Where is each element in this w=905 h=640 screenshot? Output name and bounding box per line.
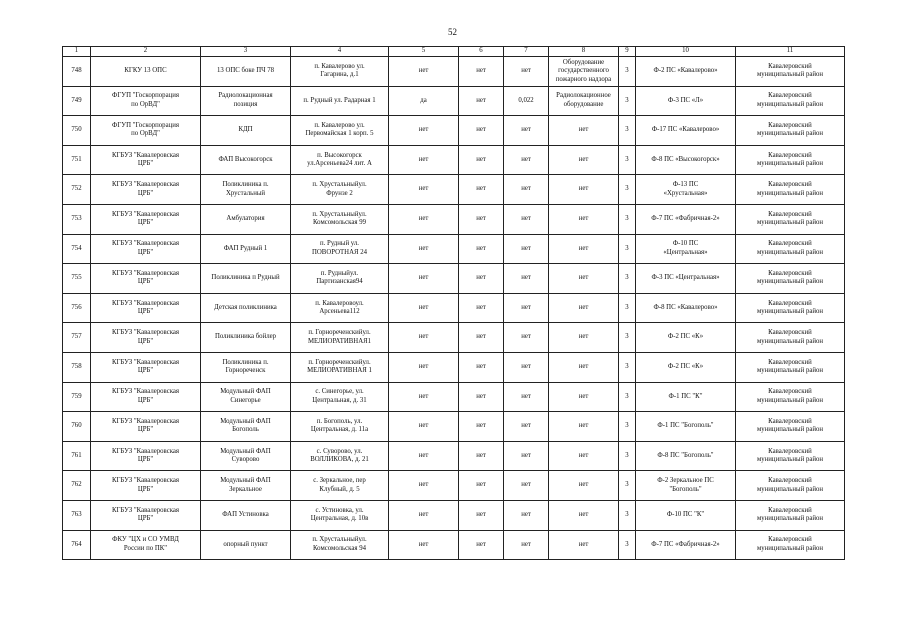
address-cell: с. Устиновка, ул. Центральная, д. 10в <box>291 500 389 530</box>
feeder-cell: Ф-7 ПС «Фабричная-2» <box>636 530 736 560</box>
feeder-cell: Ф-3 ПС «Л» <box>636 86 736 116</box>
feeder-cell: Ф-8 ПС «Кавалерово» <box>636 293 736 323</box>
organization-cell: КГБУЗ "Кавалеровская ЦРБ" <box>91 441 201 471</box>
row-number-cell: 760 <box>63 412 91 442</box>
district-cell: Кавалеровский муниципальный район <box>736 293 845 323</box>
col6-cell: нет <box>459 323 504 353</box>
row-number-cell: 764 <box>63 530 91 560</box>
col7-cell: нет <box>504 145 549 175</box>
organization-cell: КГБУЗ "Кавалеровская ЦРБ" <box>91 352 201 382</box>
col5-cell: нет <box>389 471 459 501</box>
col5-cell: нет <box>389 234 459 264</box>
col5-cell: нет <box>389 382 459 412</box>
category-cell: 3 <box>619 145 636 175</box>
col7-cell: нет <box>504 293 549 323</box>
col5-cell: нет <box>389 293 459 323</box>
organization-cell: КГБУЗ "Кавалеровская ЦРБ" <box>91 234 201 264</box>
object-name-cell: Поликлиника п Рудный <box>201 264 291 294</box>
table-row <box>63 234 845 264</box>
col5-cell: нет <box>389 264 459 294</box>
address-cell: п. Рудный ул. ПОВОРОТНАЯ 24 <box>291 234 389 264</box>
header-cell: 1 <box>63 47 91 57</box>
row-number-cell: 749 <box>63 86 91 116</box>
row-number-cell: 750 <box>63 116 91 146</box>
header-cell: 10 <box>636 47 736 57</box>
address-cell: п. Горнореченскийул. МЕЛИОРАТИВНАЯ1 <box>291 323 389 353</box>
organization-cell: КГБУЗ "Кавалеровская ЦРБ" <box>91 412 201 442</box>
district-cell: Кавалеровский муниципальный район <box>736 412 845 442</box>
district-cell: Кавалеровский муниципальный район <box>736 234 845 264</box>
equipment-cell: нет <box>549 382 619 412</box>
row-number-cell: 761 <box>63 441 91 471</box>
object-name-cell: Амбулатория <box>201 204 291 234</box>
header-cell: 2 <box>91 47 201 57</box>
district-cell: Кавалеровский муниципальный район <box>736 175 845 205</box>
feeder-cell: Ф-3 ПС «Центральная» <box>636 264 736 294</box>
organization-cell: КГБУЗ "Кавалеровская ЦРБ" <box>91 382 201 412</box>
category-cell: 3 <box>619 530 636 560</box>
object-name-cell: ФАП Высокогорск <box>201 145 291 175</box>
col5-cell: да <box>389 86 459 116</box>
col6-cell: нет <box>459 382 504 412</box>
col5-cell: нет <box>389 204 459 234</box>
col6-cell: нет <box>459 293 504 323</box>
organization-cell: КГБУЗ "Кавалеровская ЦРБ" <box>91 500 201 530</box>
equipment-cell: нет <box>549 352 619 382</box>
district-cell: Кавалеровский муниципальный район <box>736 352 845 382</box>
equipment-cell: нет <box>549 293 619 323</box>
col7-cell: нет <box>504 116 549 146</box>
col7-cell: нет <box>504 234 549 264</box>
header-cell: 7 <box>504 47 549 57</box>
district-cell: Кавалеровский муниципальный район <box>736 500 845 530</box>
col6-cell: нет <box>459 116 504 146</box>
equipment-cell: нет <box>549 441 619 471</box>
address-cell: с. Зеркальное, пер Клубный, д. 5 <box>291 471 389 501</box>
col7-cell: нет <box>504 175 549 205</box>
address-cell: п. Рудныйул. Партизанская94 <box>291 264 389 294</box>
equipment-cell: нет <box>549 116 619 146</box>
table-row <box>63 86 845 116</box>
organization-cell: ФКУ "ЦХ и СО УМВД России по ПК" <box>91 530 201 560</box>
object-name-cell: Модульный ФАП Синегорье <box>201 382 291 412</box>
category-cell: 3 <box>619 175 636 205</box>
table-row <box>63 500 845 530</box>
address-cell: п. Рудный ул. Радарная 1 <box>291 86 389 116</box>
col5-cell: нет <box>389 530 459 560</box>
table-header-row <box>63 47 845 57</box>
header-cell: 8 <box>549 47 619 57</box>
table-row <box>63 264 845 294</box>
col6-cell: нет <box>459 412 504 442</box>
object-name-cell: Поликлиника п. Хрустальный <box>201 175 291 205</box>
row-number-cell: 748 <box>63 57 91 87</box>
col5-cell: нет <box>389 412 459 442</box>
header-cell: 11 <box>736 47 845 57</box>
col6-cell: нет <box>459 441 504 471</box>
row-number-cell: 757 <box>63 323 91 353</box>
address-cell: с. Синегорье, ул. Центральная, д. 31 <box>291 382 389 412</box>
organization-cell: ФГУП "Госкорпорация по ОрВД" <box>91 116 201 146</box>
category-cell: 3 <box>619 412 636 442</box>
row-number-cell: 762 <box>63 471 91 501</box>
col6-cell: нет <box>459 500 504 530</box>
district-cell: Кавалеровский муниципальный район <box>736 204 845 234</box>
col5-cell: нет <box>389 145 459 175</box>
district-cell: Кавалеровский муниципальный район <box>736 264 845 294</box>
col5-cell: нет <box>389 441 459 471</box>
category-cell: 3 <box>619 264 636 294</box>
col7-cell: нет <box>504 382 549 412</box>
category-cell: 3 <box>619 323 636 353</box>
category-cell: 3 <box>619 204 636 234</box>
feeder-cell: Ф-10 ПС «Центральная» <box>636 234 736 264</box>
organization-cell: КГБУЗ "Кавалеровская ЦРБ" <box>91 145 201 175</box>
col5-cell: нет <box>389 323 459 353</box>
category-cell: 3 <box>619 382 636 412</box>
col5-cell: нет <box>389 57 459 87</box>
equipment-cell: нет <box>549 234 619 264</box>
feeder-cell: Ф-2 Зеркальное ПС "Богополь" <box>636 471 736 501</box>
table-row <box>63 471 845 501</box>
object-name-cell: ФАП Устиновка <box>201 500 291 530</box>
object-name-cell: Радиолокационная позиция <box>201 86 291 116</box>
organization-cell: КГБУЗ "Кавалеровская ЦРБ" <box>91 175 201 205</box>
equipment-cell: нет <box>549 530 619 560</box>
table-row <box>63 145 845 175</box>
category-cell: 3 <box>619 500 636 530</box>
row-number-cell: 752 <box>63 175 91 205</box>
feeder-cell: Ф-10 ПС "К" <box>636 500 736 530</box>
header-cell: 6 <box>459 47 504 57</box>
category-cell: 3 <box>619 86 636 116</box>
district-cell: Кавалеровский муниципальный район <box>736 471 845 501</box>
col5-cell: нет <box>389 175 459 205</box>
table-row <box>63 116 845 146</box>
row-number-cell: 753 <box>63 204 91 234</box>
organization-cell: КГБУЗ "Кавалеровская ЦРБ" <box>91 293 201 323</box>
district-cell: Кавалеровский муниципальный район <box>736 530 845 560</box>
equipment-cell: нет <box>549 412 619 442</box>
address-cell: п. Горнореченскийул. МЕЛИОРАТИВНАЯ 1 <box>291 352 389 382</box>
address-cell: п. Хрустальныйул. Фрунзе 2 <box>291 175 389 205</box>
address-cell: п. Кавалерово ул. Первомайская 1 корп. 5 <box>291 116 389 146</box>
header-cell: 4 <box>291 47 389 57</box>
table-row <box>63 204 845 234</box>
row-number-cell: 756 <box>63 293 91 323</box>
col7-cell: нет <box>504 441 549 471</box>
feeder-cell: Ф-8 ПС «Высокогорск» <box>636 145 736 175</box>
col7-cell: нет <box>504 412 549 442</box>
col6-cell: нет <box>459 471 504 501</box>
col7-cell: нет <box>504 204 549 234</box>
row-number-cell: 751 <box>63 145 91 175</box>
col5-cell: нет <box>389 500 459 530</box>
col5-cell: нет <box>389 352 459 382</box>
address-cell: п. Хрустальныйул. Комсомольская 99 <box>291 204 389 234</box>
data-table <box>62 46 845 560</box>
table-row <box>63 412 845 442</box>
col6-cell: нет <box>459 234 504 264</box>
organization-cell: КГБУЗ "Кавалеровская ЦРБ" <box>91 471 201 501</box>
feeder-cell: Ф-17 ПС «Кавалерово» <box>636 116 736 146</box>
organization-cell: КГКУ 13 ОПС <box>91 57 201 87</box>
col7-cell: 0,022 <box>504 86 549 116</box>
equipment-cell: нет <box>549 323 619 353</box>
table-body <box>63 47 845 560</box>
feeder-cell: Ф-1 ПС "К" <box>636 382 736 412</box>
object-name-cell: Поликлиника бойлер <box>201 323 291 353</box>
organization-cell: КГБУЗ "Кавалеровская ЦРБ" <box>91 264 201 294</box>
object-name-cell: Модульный ФАП Богополь <box>201 412 291 442</box>
address-cell: п. Высокогорск ул.Арсеньева24 лит. А <box>291 145 389 175</box>
category-cell: 3 <box>619 234 636 264</box>
table-row <box>63 530 845 560</box>
address-cell: п. Кавалерово ул. Гагарина, д.1 <box>291 57 389 87</box>
category-cell: 3 <box>619 471 636 501</box>
col6-cell: нет <box>459 86 504 116</box>
feeder-cell: Ф-7 ПС «Фабричная-2» <box>636 204 736 234</box>
table-row <box>63 175 845 205</box>
col5-cell: нет <box>389 116 459 146</box>
header-cell: 3 <box>201 47 291 57</box>
feeder-cell: Ф-2 ПС «К» <box>636 352 736 382</box>
address-cell: п. Богополь, ул. Центральная, д. 11а <box>291 412 389 442</box>
category-cell: 3 <box>619 57 636 87</box>
col7-cell: нет <box>504 57 549 87</box>
feeder-cell: Ф-2 ПС «Кавалерово» <box>636 57 736 87</box>
category-cell: 3 <box>619 293 636 323</box>
equipment-cell: нет <box>549 264 619 294</box>
col6-cell: нет <box>459 57 504 87</box>
address-cell: с. Суворово, ул. ВОЛЛИКОВА, д. 21 <box>291 441 389 471</box>
row-number-cell: 758 <box>63 352 91 382</box>
organization-cell: КГБУЗ "Кавалеровская ЦРБ" <box>91 323 201 353</box>
feeder-cell: Ф-13 ПС «Хрустальная» <box>636 175 736 205</box>
object-name-cell: Детская поликлиника <box>201 293 291 323</box>
col7-cell: нет <box>504 323 549 353</box>
table-row <box>63 293 845 323</box>
object-name-cell: Модульный ФАП Зеркальное <box>201 471 291 501</box>
col7-cell: нет <box>504 352 549 382</box>
district-cell: Кавалеровский муниципальный район <box>736 57 845 87</box>
feeder-cell: Ф-1 ПС "Богополь" <box>636 412 736 442</box>
object-name-cell: 13 ОПС боке ПЧ 78 <box>201 57 291 87</box>
district-cell: Кавалеровский муниципальный район <box>736 323 845 353</box>
equipment-cell: Оборудование государственного пожарного надзора <box>549 57 619 87</box>
equipment-cell: нет <box>549 145 619 175</box>
table-row <box>63 441 845 471</box>
object-name-cell: ФАП Рудный 1 <box>201 234 291 264</box>
organization-cell: ФГУП "Госкорпорация по ОрВД" <box>91 86 201 116</box>
header-cell: 5 <box>389 47 459 57</box>
table-row <box>63 352 845 382</box>
object-name-cell: опорный пункт <box>201 530 291 560</box>
district-cell: Кавалеровский муниципальный район <box>736 145 845 175</box>
address-cell: п. Кавалеровоул. Арсеньева112 <box>291 293 389 323</box>
category-cell: 3 <box>619 116 636 146</box>
page-number: 52 <box>448 27 457 37</box>
col7-cell: нет <box>504 500 549 530</box>
row-number-cell: 759 <box>63 382 91 412</box>
equipment-cell: нет <box>549 175 619 205</box>
col7-cell: нет <box>504 264 549 294</box>
row-number-cell: 763 <box>63 500 91 530</box>
col6-cell: нет <box>459 175 504 205</box>
object-name-cell: Модульный ФАП Суворово <box>201 441 291 471</box>
category-cell: 3 <box>619 352 636 382</box>
equipment-cell: нет <box>549 500 619 530</box>
table-row <box>63 323 845 353</box>
row-number-cell: 755 <box>63 264 91 294</box>
col7-cell: нет <box>504 530 549 560</box>
organization-cell: КГБУЗ "Кавалеровская ЦРБ" <box>91 204 201 234</box>
feeder-cell: Ф-8 ПС "Богополь" <box>636 441 736 471</box>
table-row <box>63 57 845 87</box>
col7-cell: нет <box>504 471 549 501</box>
equipment-cell: нет <box>549 471 619 501</box>
district-cell: Кавалеровский муниципальный район <box>736 382 845 412</box>
col6-cell: нет <box>459 530 504 560</box>
row-number-cell: 754 <box>63 234 91 264</box>
col6-cell: нет <box>459 264 504 294</box>
col6-cell: нет <box>459 145 504 175</box>
address-cell: п. Хрустальныйул. Комсомольская 94 <box>291 530 389 560</box>
district-cell: Кавалеровский муниципальный район <box>736 441 845 471</box>
district-cell: Кавалеровский муниципальный район <box>736 86 845 116</box>
col6-cell: нет <box>459 204 504 234</box>
object-name-cell: КДП <box>201 116 291 146</box>
object-name-cell: Поликлиника п. Горнореченск <box>201 352 291 382</box>
district-cell: Кавалеровский муниципальный район <box>736 116 845 146</box>
header-cell: 9 <box>619 47 636 57</box>
equipment-cell: Радиолокационное оборудование <box>549 86 619 116</box>
col6-cell: нет <box>459 352 504 382</box>
feeder-cell: Ф-2 ПС «К» <box>636 323 736 353</box>
equipment-cell: нет <box>549 204 619 234</box>
category-cell: 3 <box>619 441 636 471</box>
table-row <box>63 382 845 412</box>
